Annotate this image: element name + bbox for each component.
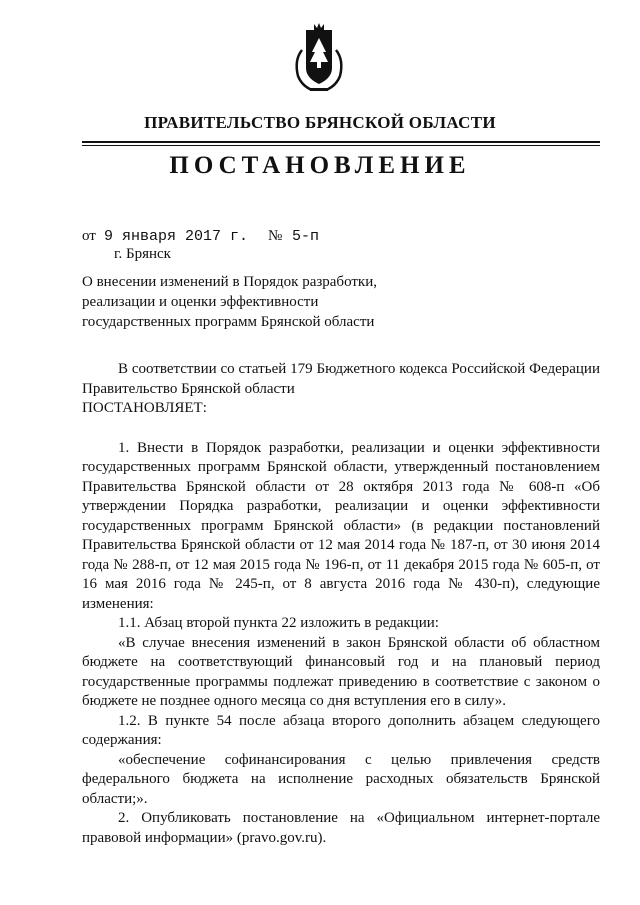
document-date: 9 января 2017 г.: [104, 228, 249, 245]
resolves-heading: ПОСТАНОВЛЯЕТ:: [82, 400, 207, 416]
document-place: г. Брянск: [114, 246, 171, 262]
number-prefix: №: [268, 228, 283, 244]
item-1-2: 1.2. В пункте 54 после абзаца второго дополнить абзацем следующего содержания:: [82, 712, 600, 748]
coat-of-arms-icon: [288, 20, 350, 98]
item-1-1: 1.1. Абзац второй пункта 22 изложить в редакции:: [118, 615, 439, 631]
item-1-2-quote: «обеспечение софинансирования с целью привлечения средств федерального бюджета на исполнение расходных обязательств Брянской области;».: [82, 751, 600, 807]
preamble: В соответствии со статьей 179 Бюджетного кодекса Российской Федерации Правительство Брянской области: [82, 361, 600, 397]
item-1-1-quote: «В случае внесения изменений в закон Брянской области об областном бюджете на соответствующий финансовый год и на плановый период государственные программы подлежат приведению в соответствие с законом о бюджете не позднее одного месяца со дня вступления его в силу».: [82, 634, 600, 709]
item-1: 1. Внести в Порядок разработки, реализации и оценки эффективности государственных программ Брянской области, утвержденный постановлением Правительства Брянской области от 28 октября 2013 года № 608-п «Об утверждении Порядка разработки, реализации и оценки эффективности государственных программ Брянской области» (в редакции постановлений Правительства Брянской области от 12 мая 2014 года № 187-п, от 30 июня 2014 года № 288-п, от 12 мая 2015 года № 196-п, от 11 декабря 2015 года № 605-п, от 16 мая 2016 года № 245-п, от 8 августа 2016 года № 430-п), следующие изменения:: [82, 439, 600, 612]
date-prefix: от: [82, 228, 96, 244]
item-2: 2. Опубликовать постановление на «Официальном интернет-портале правовой информации» (pravo.gov.ru).: [82, 810, 600, 846]
government-title: ПРАВИТЕЛЬСТВО БРЯНСКОЙ ОБЛАСТИ: [144, 113, 496, 132]
header-rule-thick: [82, 141, 600, 143]
document-type: ПОСТАНОВЛЕНИЕ: [169, 152, 471, 179]
header-rule-thin: [82, 145, 600, 146]
document-subject: О внесении изменений в Порядок разработки, реализации и оценки эффективности государственных программ Брянской области: [82, 274, 377, 330]
document-number: 5-п: [292, 228, 320, 245]
document-body: [82, 360, 600, 848]
